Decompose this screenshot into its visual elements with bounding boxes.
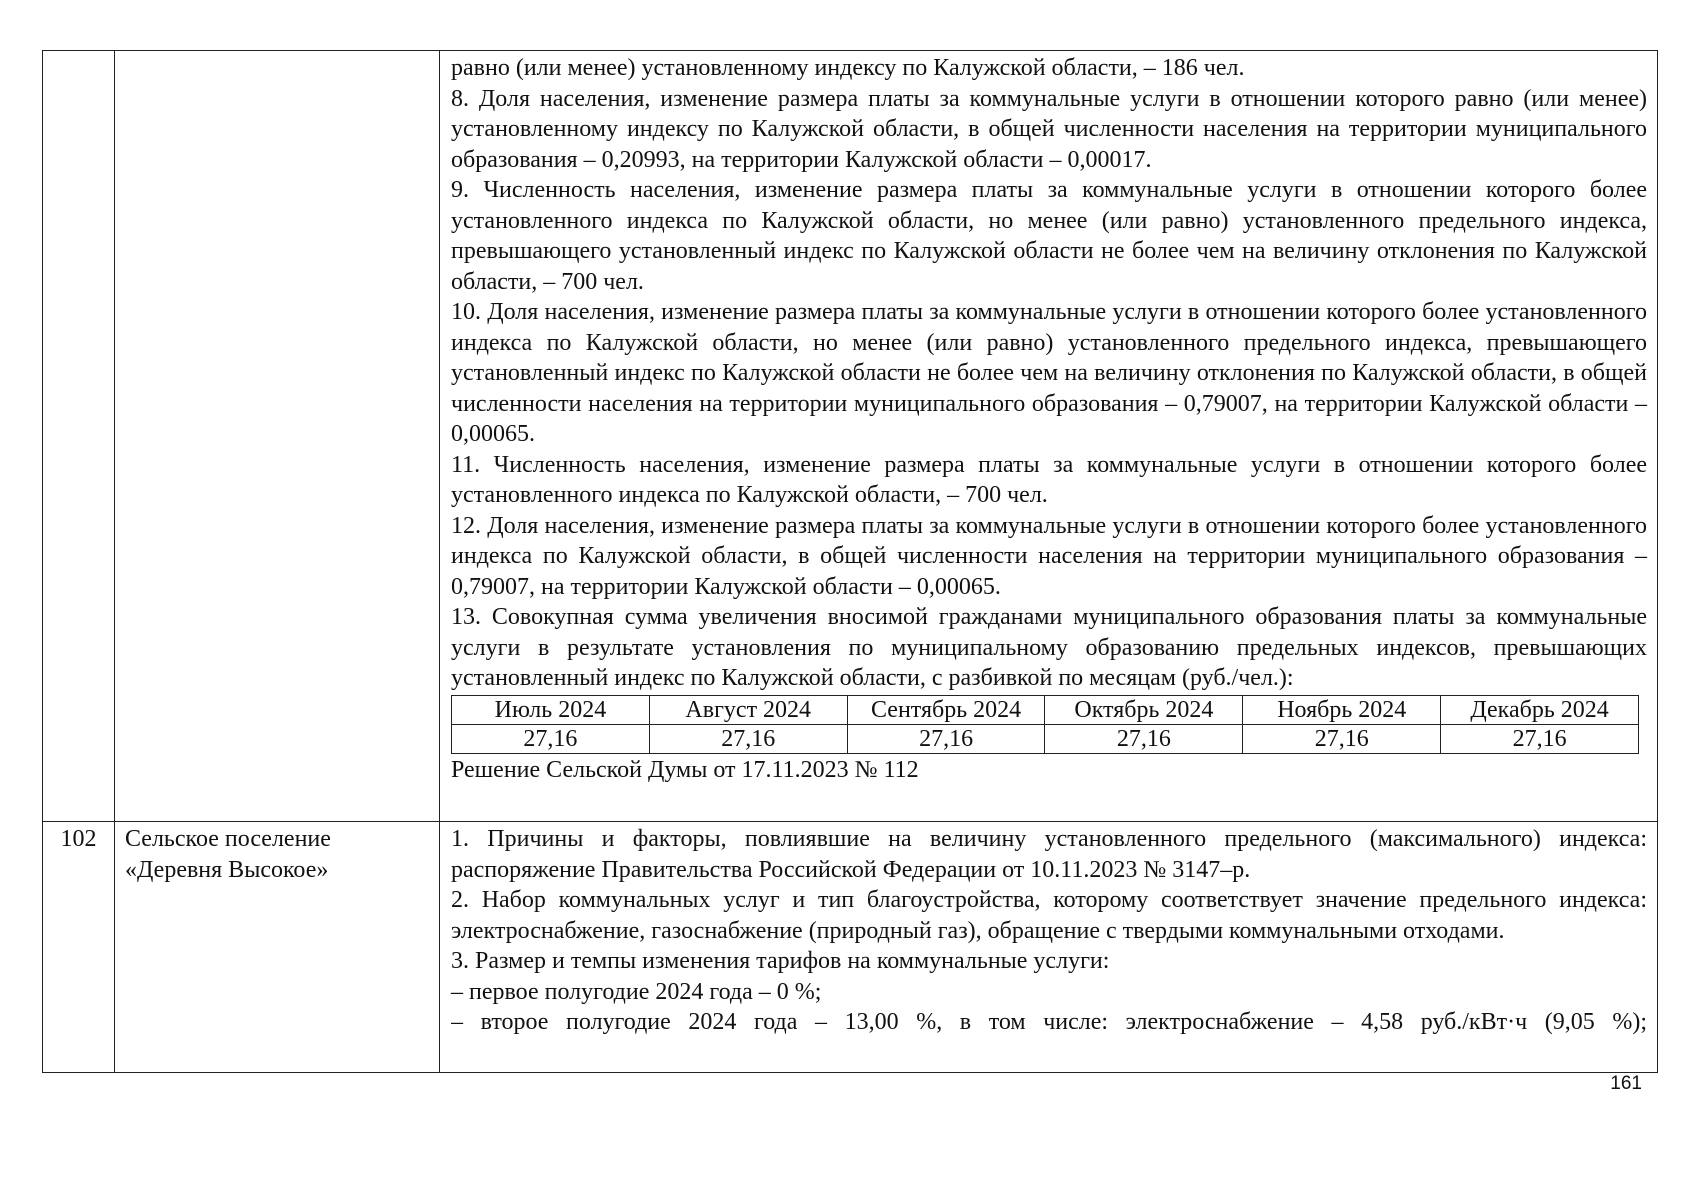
- paragraph-continued: – второе полугодие 2024 года – 13,00 %, в том числе: электроснабжение – 4,58 руб./кВт·ч (9,05 %);: [451, 1009, 1647, 1035]
- month-value: 27,16: [1243, 724, 1441, 753]
- paragraph: 8. Доля населения, изменение размера платы за коммунальные услуги в отношении которого равно (или менее) установленному индексу по Калужской области, в общей численности населения на территории муниципального образования – 0,20993, на территории Калужской области – 0,00017.: [451, 85, 1647, 173]
- table-row: [43, 822, 1658, 1073]
- paragraph: 2. Набор коммунальных услуг и тип благоустройства, которому соответствует значение предельного индекса: электроснабжение, газоснабжение (природный газ), обращение с твердыми коммунальными отходами.: [451, 887, 1647, 944]
- month-header: Декабрь 2024: [1441, 695, 1639, 724]
- month-value-row: [452, 724, 1639, 753]
- month-header: Август 2024: [649, 695, 847, 724]
- table-row: [43, 51, 1658, 822]
- month-header: Июль 2024: [452, 695, 650, 724]
- municipality-name-line: Сельское поселение: [125, 826, 331, 852]
- month-value: 27,16: [452, 724, 650, 753]
- description-cell: [440, 51, 1658, 822]
- description-cell: [440, 822, 1658, 1073]
- month-header: Октябрь 2024: [1045, 695, 1243, 724]
- paragraph: – первое полугодие 2024 года – 0 %;: [451, 978, 822, 1005]
- page-number: 161: [1610, 1073, 1642, 1094]
- month-header: Сентябрь 2024: [847, 695, 1045, 724]
- paragraph: 1. Причины и факторы, повлиявшие на величину установленного предельного (максимального) индекса: распоряжение Правительства Российской Федерации от 10.11.2023 № 3147–р.: [451, 826, 1647, 883]
- paragraph: 12. Доля населения, изменение размера платы за коммунальные услуги в отношении которого более установленного индекса по Калужской области, в общей численности населения на территории муниципального образования – 0,79007, на территории Калужской области – 0,00065.: [451, 512, 1647, 600]
- month-header-row: [452, 695, 1639, 724]
- month-value: 27,16: [1045, 724, 1243, 753]
- row-number: 102: [43, 822, 115, 1073]
- row-number-cell: [43, 51, 115, 822]
- monthly-increase-table: [451, 695, 1639, 754]
- municipal-index-table: [42, 50, 1658, 1073]
- municipality-name-line: «Деревня Высокое»: [125, 856, 329, 883]
- decision-reference: Решение Сельской Думы от 17.11.2023 № 112: [451, 756, 919, 783]
- month-value: 27,16: [1441, 724, 1639, 753]
- paragraph: 10. Доля населения, изменение размера платы за коммунальные услуги в отношении которого более установленного индекса по Калужской области, но менее (или равно) установленного предельного индекса, превышающего установленный индекс по Калужской области не более чем на величину отклонения по Калужской области, в общей численности населения на территории муниципального образования – 0,79007, на территории Калужской области – 0,00065.: [451, 299, 1647, 447]
- paragraph: 11. Численность населения, изменение размера платы за коммунальные услуги в отношении которого более установленного индекса по Калужской области, – 700 чел.: [451, 451, 1647, 508]
- paragraph: 13. Совокупная сумма увеличения вносимой гражданами муниципального образования платы за коммунальные услуги в результате установления по муниципальному образованию предельных индексов, превышающих установленный индекс по Калужской области, с разбивкой по месяцам (руб./чел.):: [451, 604, 1647, 691]
- month-value: 27,16: [847, 724, 1045, 753]
- paragraph: равно (или менее) установленному индексу по Калужской области, – 186 чел.: [451, 55, 1245, 81]
- paragraph: 9. Численность населения, изменение размера платы за коммунальные услуги в отношении которого более установленного индекса по Калужской области, но менее (или равно) установленного предельного индекса, превышающего установленный индекс по Калужской области не более чем на величину отклонения по Калужской области, – 700 чел.: [451, 177, 1647, 295]
- month-header: Ноябрь 2024: [1243, 695, 1441, 724]
- month-value: 27,16: [649, 724, 847, 753]
- municipality-name-cell: [115, 51, 440, 822]
- municipality-name-cell: [115, 822, 440, 1073]
- paragraph: 3. Размер и темпы изменения тарифов на коммунальные услуги:: [451, 948, 1110, 974]
